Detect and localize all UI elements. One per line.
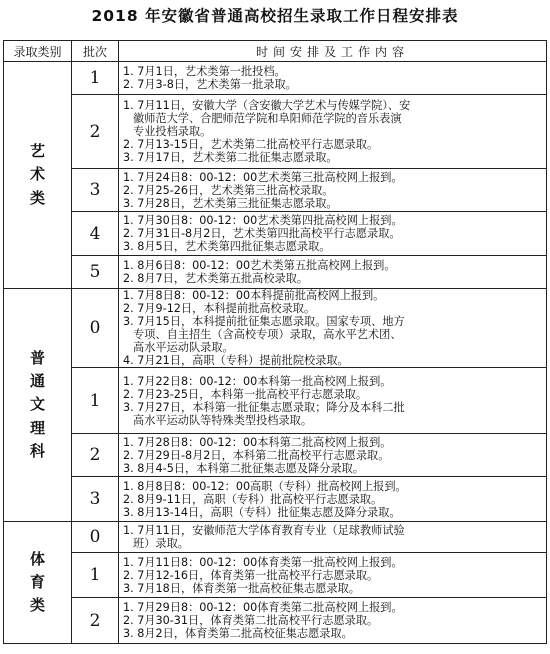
schedule-table bbox=[3, 40, 547, 644]
schedule-line: 1. 7月29日8：00-12：00体育类第二批高校网上报到。 bbox=[123, 601, 403, 614]
schedule-line: 3. 8月2日，体育类第二批高校征集志愿录取。 bbox=[123, 627, 353, 640]
schedule-content bbox=[119, 169, 547, 212]
table-row bbox=[4, 434, 547, 477]
batch-number: 3 bbox=[72, 169, 119, 212]
header-batch: 批次 bbox=[72, 41, 119, 62]
schedule-line: 2. 7月3-8日，艺术类第一批录取。 bbox=[123, 78, 297, 91]
table-row bbox=[4, 368, 547, 434]
schedule-line: 1. 7月11日8：00-12：00体育类第一批高校网上报到。 bbox=[123, 555, 403, 569]
schedule-line: 2. 7月29日-8月2日，本科第二批高校平行志愿录取。 bbox=[123, 448, 390, 462]
schedule-content bbox=[119, 434, 547, 477]
table-row bbox=[4, 212, 547, 256]
table-body bbox=[4, 62, 547, 644]
table-row bbox=[4, 62, 547, 95]
schedule-line: 3. 8月13-14日，高职（专科）批征集志愿及降分录取。 bbox=[123, 505, 401, 519]
schedule-line: 1. 7月11日，安徽师范大学体育教育专业（足球教师试验 bbox=[123, 524, 405, 537]
table-row bbox=[4, 95, 547, 169]
schedule-line: 1. 7月1日，艺术类第一批投档。 bbox=[123, 65, 286, 78]
schedule-line: 1. 7月24日8：00-12：00艺术类第三批高校网上报到。 bbox=[123, 170, 403, 184]
schedule-line: 班）录取。 bbox=[133, 537, 189, 550]
batch-number: 1 bbox=[72, 368, 119, 434]
schedule-line: 高水平运动队录取。 bbox=[133, 341, 234, 354]
schedule-line: 1. 7月28日8：00-12：00本科第二批高校网上报到。 bbox=[123, 435, 392, 449]
schedule-content bbox=[119, 553, 547, 598]
category-cell bbox=[4, 522, 72, 644]
schedule-line: 2. 7月30-31日，体育类第二批高校平行志愿录取。 bbox=[123, 614, 379, 627]
schedule-line: 徽师范大学、合肥师范学院和阜阳师范学院的音乐表演 bbox=[133, 112, 402, 125]
schedule-content bbox=[119, 95, 547, 169]
table-row bbox=[4, 256, 547, 289]
table-header-row bbox=[4, 41, 547, 62]
category-char: 类 bbox=[29, 596, 45, 615]
schedule-line: 2. 7月9-12日，本科提前批高校录取。 bbox=[123, 302, 316, 315]
header-content: 时间安排及工作内容 bbox=[119, 41, 547, 62]
batch-number: 1 bbox=[72, 553, 119, 598]
schedule-line: 2. 7月23-25日，本科第一批高校平行志愿录取。 bbox=[123, 387, 368, 401]
schedule-line: 专项、自主招生（含高校专项）录取，高水平艺术团、 bbox=[133, 328, 402, 341]
schedule-content bbox=[119, 256, 547, 289]
table-row bbox=[4, 598, 547, 644]
schedule-line: 3. 7月28日，艺术类第三批征集志愿录取。 bbox=[123, 196, 338, 210]
schedule-line: 3. 7月15日，本科提前批征集志愿录取。国家专项、地方 bbox=[123, 315, 405, 328]
table-row bbox=[4, 553, 547, 598]
batch-number: 2 bbox=[72, 598, 119, 644]
table-row bbox=[4, 477, 547, 522]
schedule-content bbox=[119, 289, 547, 368]
category-char: 育 bbox=[29, 572, 45, 591]
category-char: 体 bbox=[29, 549, 45, 568]
schedule-line: 专业投档录取。 bbox=[133, 125, 212, 138]
category-char: 术 bbox=[29, 165, 45, 184]
table-row bbox=[4, 289, 547, 368]
category-char: 理 bbox=[29, 418, 45, 437]
schedule-content bbox=[119, 368, 547, 434]
schedule-line: 1. 7月22日8：00-12：00本科第一批高校网上报到。 bbox=[123, 374, 392, 388]
category-char: 科 bbox=[29, 441, 45, 460]
schedule-line: 3. 7月18日，体育类第一批高校征集志愿录取。 bbox=[123, 581, 360, 595]
schedule-line: 1. 7月11日，安徽大学（含安徽大学艺术与传媒学院）、安 bbox=[123, 99, 411, 112]
schedule-line: 2. 8月7日，艺术类第五批高校录取。 bbox=[123, 272, 309, 285]
batch-number: 3 bbox=[72, 477, 119, 522]
schedule-line: 4. 7月21日，高职（专科）提前批院校录取。 bbox=[123, 354, 349, 367]
batch-number: 5 bbox=[72, 256, 119, 289]
schedule-line: 1. 7月30日8：00-12：00艺术类第四批高校网上报到。 bbox=[123, 214, 403, 227]
schedule-line: 1. 8月8日8：00-12：00高职（专科）批高校网上报到。 bbox=[123, 479, 407, 493]
schedule-content bbox=[119, 598, 547, 644]
schedule-line: 2. 7月13-15日，艺术类第二批高校平行志愿录取。 bbox=[123, 138, 379, 151]
category-char: 通 bbox=[29, 372, 45, 391]
batch-number: 1 bbox=[72, 62, 119, 95]
schedule-line: 3. 8月4-5日，本科第二批征集志愿及降分录取。 bbox=[123, 461, 364, 475]
schedule-line: 2. 7月31日-8月2日，艺术类第四批高校平行志愿录取。 bbox=[123, 227, 401, 240]
batch-number: 2 bbox=[72, 434, 119, 477]
batch-number: 2 bbox=[72, 95, 119, 169]
header-category: 录取类别 bbox=[4, 41, 72, 62]
schedule-line: 3. 7月27日，本科第一批征集志愿录取；降分及本科二批 bbox=[123, 400, 405, 414]
schedule-content bbox=[119, 477, 547, 522]
schedule-content bbox=[119, 62, 547, 95]
schedule-content bbox=[119, 522, 547, 553]
table-row bbox=[4, 522, 547, 553]
category-cell bbox=[4, 289, 72, 522]
schedule-line: 3. 7月17日，艺术类第二批征集志愿录取。 bbox=[123, 151, 338, 164]
table-row bbox=[4, 169, 547, 212]
schedule-line: 2. 7月25-26日，艺术类第三批高校录取。 bbox=[123, 183, 334, 197]
schedule-line: 1. 8月6日8：00-12：00艺术类第五批高校网上报到。 bbox=[123, 259, 396, 272]
schedule-line: 2. 7月12-16日，体育类第一批高校平行志愿录取。 bbox=[123, 568, 379, 582]
schedule-line: 3. 8月5日，艺术类第四批征集志愿录取。 bbox=[123, 240, 331, 253]
batch-number: 0 bbox=[72, 522, 119, 553]
schedule-line: 高水平运动队等特殊类型投档录取。 bbox=[133, 413, 313, 427]
category-char: 艺 bbox=[29, 142, 45, 161]
schedule-line: 1. 7月8日8：00-12：00本科提前批高校网上报到。 bbox=[123, 289, 385, 302]
category-char: 普 bbox=[29, 348, 45, 367]
category-char: 类 bbox=[29, 188, 45, 207]
page-title: 2018 年安徽省普通高校招生录取工作日程安排表 bbox=[91, 7, 459, 25]
schedule-content bbox=[119, 212, 547, 256]
category-cell bbox=[4, 62, 72, 289]
schedule-line: 2. 8月9-11日，高职（专科）批高校平行志愿录取。 bbox=[123, 492, 383, 506]
batch-number: 4 bbox=[72, 212, 119, 256]
batch-number: 0 bbox=[72, 289, 119, 368]
category-char: 文 bbox=[29, 395, 45, 414]
